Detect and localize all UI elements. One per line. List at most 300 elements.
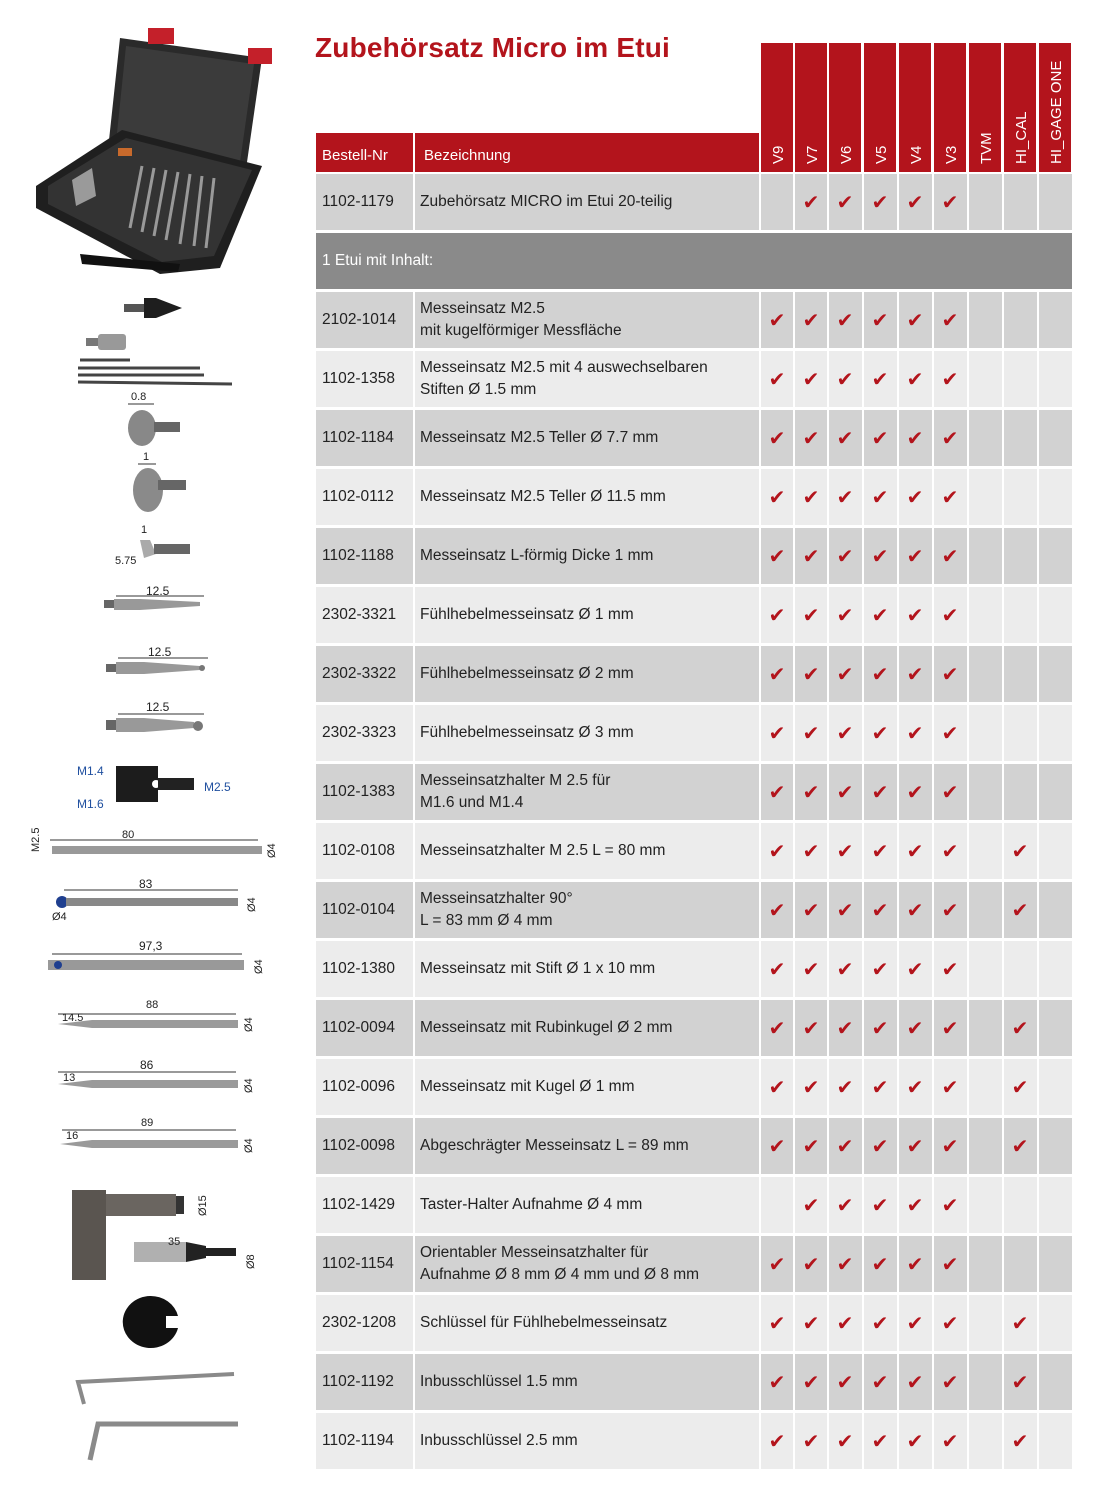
check-v7: ✔ xyxy=(802,368,820,391)
row-desc-line1: Messeinsatz L-förmig Dicke 1 mm xyxy=(420,547,654,564)
check-tvm xyxy=(969,764,1001,820)
check-hi-cal xyxy=(1004,1177,1036,1233)
check-v5: ✔ xyxy=(871,899,889,922)
check-v9: ✔ xyxy=(768,486,786,509)
row-desc xyxy=(415,1236,758,1292)
dim-973: 97,3 xyxy=(139,939,163,953)
header-col-v3: V3 xyxy=(934,43,966,172)
check-hi-cal: ✔ xyxy=(1011,1076,1029,1099)
check-tvm xyxy=(969,1354,1001,1410)
row-desc xyxy=(415,292,758,348)
row-desc-line1: Fühlhebelmesseinsatz Ø 2 mm xyxy=(420,665,634,682)
row-desc-line1: Schlüssel für Fühlhebelmesseinsatz xyxy=(420,1314,668,1331)
row-desc-line1: Messeinsatz M2.5 mit 4 auswechselbaren xyxy=(420,359,708,376)
dim-13: 13 xyxy=(63,1072,76,1084)
check-hi-cal: ✔ xyxy=(1011,1371,1029,1394)
row-desc xyxy=(415,764,758,820)
check-v4: ✔ xyxy=(906,604,924,627)
row-desc-line1: Abgeschrägter Messeinsatz L = 89 mm xyxy=(420,1137,689,1154)
table-row xyxy=(316,469,1072,525)
check-v3: ✔ xyxy=(941,899,959,922)
check-v6: ✔ xyxy=(836,604,854,627)
check-tvm xyxy=(969,469,1001,525)
check-v9 xyxy=(761,174,793,230)
check-v9: ✔ xyxy=(768,1135,786,1158)
check-v7: ✔ xyxy=(802,191,820,214)
check-hi-gage-one xyxy=(1039,1000,1071,1056)
check-v9: ✔ xyxy=(768,899,786,922)
check-v7: ✔ xyxy=(802,427,820,450)
row-nr: 1102-0094 xyxy=(322,1019,395,1036)
check-v4: ✔ xyxy=(906,1312,924,1335)
row-desc xyxy=(415,469,758,525)
header-col-tvm: TVM xyxy=(969,43,1001,172)
check-v6: ✔ xyxy=(836,1430,854,1453)
check-v4: ✔ xyxy=(906,1194,924,1217)
check-v3: ✔ xyxy=(941,1076,959,1099)
check-v6: ✔ xyxy=(836,1017,854,1040)
check-v9: ✔ xyxy=(768,604,786,627)
row-desc xyxy=(415,646,758,702)
dim-145: 14.5 xyxy=(62,1012,84,1024)
check-v3: ✔ xyxy=(941,486,959,509)
table-row xyxy=(316,292,1072,348)
check-hi-cal xyxy=(1004,764,1036,820)
check-hi-gage-one xyxy=(1039,646,1071,702)
check-hi-cal: ✔ xyxy=(1011,1017,1029,1040)
header-col-hi-cal: HI_CAL xyxy=(1004,43,1036,172)
row-nr: 1102-0096 xyxy=(322,1078,395,1095)
row-desc-line2: mit kugelförmiger Messfläche xyxy=(420,322,622,339)
main-row xyxy=(316,174,1072,230)
check-v6: ✔ xyxy=(836,309,854,332)
check-tvm xyxy=(969,1059,1001,1115)
check-v4: ✔ xyxy=(906,1430,924,1453)
check-hi-gage-one xyxy=(1039,174,1071,230)
check-v5: ✔ xyxy=(871,604,889,627)
check-v3: ✔ xyxy=(941,368,959,391)
messeinsatzhalter-m25-image xyxy=(110,762,200,808)
dim-125a: 12.5 xyxy=(146,584,170,598)
check-hi-gage-one xyxy=(1039,469,1071,525)
check-v4: ✔ xyxy=(906,309,924,332)
check-tvm xyxy=(969,410,1001,466)
check-v9: ✔ xyxy=(768,545,786,568)
dim-16: 16 xyxy=(66,1130,79,1142)
row-desc-line1: Messeinsatzhalter 90° xyxy=(420,890,573,907)
check-v3: ✔ xyxy=(941,545,959,568)
row-nr: 1102-0112 xyxy=(322,488,394,505)
check-v7: ✔ xyxy=(802,1076,820,1099)
check-v9: ✔ xyxy=(768,722,786,745)
check-hi-gage-one xyxy=(1039,292,1071,348)
check-v4: ✔ xyxy=(906,1253,924,1276)
check-tvm xyxy=(969,1118,1001,1174)
stift-973-image xyxy=(44,950,254,980)
header-col-v7: V7 xyxy=(795,43,827,172)
check-v7: ✔ xyxy=(802,309,820,332)
check-v7: ✔ xyxy=(802,1194,820,1217)
check-v7: ✔ xyxy=(802,1135,820,1158)
check-v6: ✔ xyxy=(836,1371,854,1394)
check-v5: ✔ xyxy=(871,368,889,391)
check-hi-gage-one xyxy=(1039,705,1071,761)
check-v3: ✔ xyxy=(941,722,959,745)
check-tvm xyxy=(969,292,1001,348)
table-row xyxy=(316,528,1072,584)
check-v5: ✔ xyxy=(871,1017,889,1040)
dim-o4f: Ø4 xyxy=(243,1078,255,1093)
check-hi-gage-one xyxy=(1039,1118,1071,1174)
check-tvm xyxy=(969,587,1001,643)
table-row xyxy=(316,823,1072,879)
dim-o4d: Ø4 xyxy=(253,959,265,974)
row-nr: 1102-0108 xyxy=(322,842,395,859)
check-v4: ✔ xyxy=(906,781,924,804)
check-v3: ✔ xyxy=(941,309,959,332)
check-v3: ✔ xyxy=(941,604,959,627)
row-nr: 2302-1208 xyxy=(322,1314,397,1331)
check-tvm xyxy=(969,1413,1001,1469)
check-hi-gage-one xyxy=(1039,587,1071,643)
check-v6: ✔ xyxy=(836,486,854,509)
check-v4: ✔ xyxy=(906,722,924,745)
check-v7: ✔ xyxy=(802,958,820,981)
row-desc-line2: Stiften Ø 1.5 mm xyxy=(420,381,537,398)
dim-o4e: Ø4 xyxy=(243,1017,255,1032)
check-hi-gage-one xyxy=(1039,1177,1071,1233)
row-desc-line1: Messeinsatz M2.5 Teller Ø 11.5 mm xyxy=(420,488,666,505)
check-v6: ✔ xyxy=(836,781,854,804)
check-hi-cal xyxy=(1004,174,1036,230)
check-v3: ✔ xyxy=(941,1017,959,1040)
dim-o4g: Ø4 xyxy=(243,1138,255,1153)
check-v9: ✔ xyxy=(768,1253,786,1276)
row-desc-line1: Messeinsatz M2.5 xyxy=(420,300,545,317)
inbusschluessel-image xyxy=(70,1364,246,1468)
check-hi-cal: ✔ xyxy=(1011,1312,1029,1335)
row-desc-line1: Taster-Halter Aufnahme Ø 4 mm xyxy=(420,1196,643,1213)
table-row xyxy=(316,1236,1072,1292)
row-desc xyxy=(415,1413,758,1469)
row-desc xyxy=(415,1177,758,1233)
check-v3: ✔ xyxy=(941,663,959,686)
check-v9: ✔ xyxy=(768,781,786,804)
check-hi-cal xyxy=(1004,1236,1036,1292)
row-desc xyxy=(415,410,758,466)
check-v6: ✔ xyxy=(836,899,854,922)
row-nr: 1102-1429 xyxy=(322,1196,395,1213)
dim-125b: 12.5 xyxy=(148,645,172,659)
row-nr: 1102-1194 xyxy=(322,1432,394,1449)
check-v5: ✔ xyxy=(871,1135,889,1158)
check-v6: ✔ xyxy=(836,1135,854,1158)
check-v3: ✔ xyxy=(941,1194,959,1217)
check-v9: ✔ xyxy=(768,309,786,332)
dim-575: 5.75 xyxy=(115,555,137,567)
teller-115-image xyxy=(126,458,190,516)
dim-m25b: M2.5 xyxy=(30,827,42,852)
check-v7: ✔ xyxy=(802,663,820,686)
table-row xyxy=(316,646,1072,702)
check-v4: ✔ xyxy=(906,1076,924,1099)
row-desc xyxy=(415,1118,758,1174)
row-desc-line1: Messeinsatz mit Kugel Ø 1 mm xyxy=(420,1078,635,1095)
check-v6: ✔ xyxy=(836,958,854,981)
header-bestell-nr: Bestell-Nr xyxy=(322,147,388,164)
check-v4: ✔ xyxy=(906,663,924,686)
check-v5: ✔ xyxy=(871,545,889,568)
check-v9 xyxy=(761,1177,793,1233)
check-tvm xyxy=(969,351,1001,407)
check-v7: ✔ xyxy=(802,545,820,568)
check-v6: ✔ xyxy=(836,1076,854,1099)
check-v4: ✔ xyxy=(906,958,924,981)
dim-08: 0.8 xyxy=(131,391,147,403)
check-v3: ✔ xyxy=(941,1371,959,1394)
table-row xyxy=(316,882,1072,938)
check-v9: ✔ xyxy=(768,368,786,391)
check-tvm xyxy=(969,705,1001,761)
check-v4: ✔ xyxy=(906,545,924,568)
check-v5: ✔ xyxy=(871,309,889,332)
check-v5: ✔ xyxy=(871,427,889,450)
check-v6: ✔ xyxy=(836,840,854,863)
check-tvm xyxy=(969,174,1001,230)
row-nr: 1102-0098 xyxy=(322,1137,395,1154)
check-v3: ✔ xyxy=(941,1430,959,1453)
row-desc xyxy=(415,587,758,643)
table-row xyxy=(316,941,1072,997)
dim-125c: 12.5 xyxy=(146,700,170,714)
check-tvm xyxy=(969,646,1001,702)
messeinsatz-kugel-image xyxy=(120,294,200,324)
check-v7: ✔ xyxy=(802,604,820,627)
check-hi-gage-one xyxy=(1039,528,1071,584)
row-nr: 1102-1179 xyxy=(322,193,394,210)
check-v7: ✔ xyxy=(802,840,820,863)
check-v3: ✔ xyxy=(941,781,959,804)
check-tvm xyxy=(969,528,1001,584)
check-v4: ✔ xyxy=(906,899,924,922)
check-hi-cal: ✔ xyxy=(1011,1135,1029,1158)
check-v3: ✔ xyxy=(941,1253,959,1276)
teller-77-image xyxy=(120,396,190,448)
check-v9: ✔ xyxy=(768,427,786,450)
check-v7: ✔ xyxy=(802,722,820,745)
row-desc xyxy=(415,882,758,938)
dim-86: 86 xyxy=(140,1058,154,1072)
table-row xyxy=(316,1059,1072,1115)
table-row xyxy=(316,587,1072,643)
header-col-v5: V5 xyxy=(864,43,896,172)
check-v6: ✔ xyxy=(836,722,854,745)
check-v7: ✔ xyxy=(802,1430,820,1453)
dim-m25: M2.5 xyxy=(204,780,231,794)
check-v9: ✔ xyxy=(768,1430,786,1453)
row-desc-line2: Aufnahme Ø 8 mm Ø 4 mm und Ø 8 mm xyxy=(420,1266,700,1283)
row-desc xyxy=(415,1000,758,1056)
subheader: 1 Etui mit Inhalt: xyxy=(316,233,1072,289)
check-hi-cal xyxy=(1004,941,1036,997)
kugel-image xyxy=(52,1068,242,1096)
check-tvm xyxy=(969,882,1001,938)
header-col-v9: V9 xyxy=(761,43,793,172)
check-hi-gage-one xyxy=(1039,882,1071,938)
check-v5: ✔ xyxy=(871,1430,889,1453)
header-col-hi-gage-one: HI_GAGE ONE xyxy=(1039,43,1071,172)
check-hi-cal: ✔ xyxy=(1011,840,1029,863)
table-row xyxy=(316,764,1072,820)
case-image xyxy=(30,18,280,278)
table-row xyxy=(316,1177,1072,1233)
taster-halter-image xyxy=(66,1186,246,1282)
check-v7: ✔ xyxy=(802,1017,820,1040)
check-v6: ✔ xyxy=(836,1312,854,1335)
check-tvm xyxy=(969,1295,1001,1351)
table-row xyxy=(316,705,1072,761)
check-v5: ✔ xyxy=(871,722,889,745)
check-v3: ✔ xyxy=(941,1135,959,1158)
check-hi-gage-one xyxy=(1039,1059,1071,1115)
check-v9: ✔ xyxy=(768,1076,786,1099)
row-nr: 2302-3323 xyxy=(322,724,397,741)
check-v7: ✔ xyxy=(802,781,820,804)
check-tvm xyxy=(969,1000,1001,1056)
check-hi-gage-one xyxy=(1039,941,1071,997)
check-v5: ✔ xyxy=(871,663,889,686)
check-v5: ✔ xyxy=(871,191,889,214)
row-nr: 2302-3321 xyxy=(322,606,397,623)
table-header xyxy=(316,133,759,172)
check-v9: ✔ xyxy=(768,840,786,863)
row-desc-line1: Messeinsatz mit Rubinkugel Ø 2 mm xyxy=(420,1019,673,1036)
check-hi-gage-one xyxy=(1039,1413,1071,1469)
halter-80-image xyxy=(30,834,272,864)
check-v4: ✔ xyxy=(906,1371,924,1394)
row-desc xyxy=(415,351,758,407)
dim-o8: Ø8 xyxy=(245,1254,257,1269)
row-desc-line1: Messeinsatzhalter M 2.5 L = 80 mm xyxy=(420,842,666,859)
row-desc-line1: Messeinsatzhalter M 2.5 für xyxy=(420,772,611,789)
header-bezeichnung: Bezeichnung xyxy=(424,147,511,164)
check-hi-cal xyxy=(1004,292,1036,348)
row-desc-line1: Messeinsatz M2.5 Teller Ø 7.7 mm xyxy=(420,429,659,446)
table-row xyxy=(316,1000,1072,1056)
check-v7: ✔ xyxy=(802,899,820,922)
row-nr: 1102-0104 xyxy=(322,901,395,918)
row-nr: 2102-1014 xyxy=(322,311,397,328)
check-v6: ✔ xyxy=(836,545,854,568)
page-title: Zubehörsatz Micro im Etui xyxy=(315,32,671,63)
row-nr: 1102-1192 xyxy=(322,1373,394,1390)
dim-88: 88 xyxy=(146,999,159,1011)
table-row xyxy=(316,1354,1072,1410)
dim-83: 83 xyxy=(139,877,153,891)
check-v5: ✔ xyxy=(871,781,889,804)
dim-m14: M1.4 xyxy=(77,764,104,778)
check-hi-gage-one xyxy=(1039,351,1071,407)
check-v5: ✔ xyxy=(871,1312,889,1335)
check-v6: ✔ xyxy=(836,1253,854,1276)
check-tvm xyxy=(969,1236,1001,1292)
dim-o4c: Ø4 xyxy=(246,897,258,912)
header-col-v4: V4 xyxy=(899,43,931,172)
check-tvm xyxy=(969,941,1001,997)
check-hi-cal xyxy=(1004,410,1036,466)
row-desc-line1: Inbusschlüssel 1.5 mm xyxy=(420,1373,578,1390)
check-hi-cal xyxy=(1004,469,1036,525)
row-nr: 1102-1358 xyxy=(322,370,395,387)
row-desc-line1: Orientabler Messeinsatzhalter für xyxy=(420,1244,649,1261)
row-desc xyxy=(415,528,758,584)
row-nr: 1102-1188 xyxy=(322,547,394,564)
check-v6: ✔ xyxy=(836,1194,854,1217)
check-hi-cal: ✔ xyxy=(1011,899,1029,922)
dim-o4a: Ø4 xyxy=(266,843,278,858)
check-v5: ✔ xyxy=(871,1253,889,1276)
check-hi-cal xyxy=(1004,351,1036,407)
row-desc-line2: M1.6 und M1.4 xyxy=(420,794,524,811)
row-nr: 1102-1154 xyxy=(322,1255,394,1272)
check-v5: ✔ xyxy=(871,958,889,981)
table-row xyxy=(316,1295,1072,1351)
row-desc-line2: L = 83 mm Ø 4 mm xyxy=(420,912,553,929)
check-hi-gage-one xyxy=(1039,410,1071,466)
table-row xyxy=(316,351,1072,407)
dim-1a: 1 xyxy=(143,451,150,463)
check-v3: ✔ xyxy=(941,191,959,214)
check-hi-gage-one xyxy=(1039,764,1071,820)
check-v9: ✔ xyxy=(768,663,786,686)
check-v7: ✔ xyxy=(802,1371,820,1394)
row-desc-line1: Fühlhebelmesseinsatz Ø 1 mm xyxy=(420,606,634,623)
row-desc-line1: Fühlhebelmesseinsatz Ø 3 mm xyxy=(420,724,634,741)
row-nr: 2302-3322 xyxy=(322,665,397,682)
check-hi-cal xyxy=(1004,705,1036,761)
dim-m16: M1.6 xyxy=(77,797,104,811)
check-v4: ✔ xyxy=(906,1017,924,1040)
check-v5: ✔ xyxy=(871,1371,889,1394)
check-v4: ✔ xyxy=(906,486,924,509)
check-hi-cal: ✔ xyxy=(1011,1430,1029,1453)
dim-o4b: Ø4 xyxy=(52,911,67,923)
check-v3: ✔ xyxy=(941,958,959,981)
check-hi-cal xyxy=(1004,528,1036,584)
row-desc: Zubehörsatz MICRO im Etui 20-teilig xyxy=(420,193,673,210)
abgeschraegt-image xyxy=(56,1126,242,1154)
check-v6: ✔ xyxy=(836,663,854,686)
row-nr: 1102-1383 xyxy=(322,783,395,800)
header-col-v6: V6 xyxy=(829,43,861,172)
row-desc xyxy=(415,1059,758,1115)
check-hi-cal xyxy=(1004,646,1036,702)
dim-89: 89 xyxy=(141,1117,154,1129)
check-v5: ✔ xyxy=(871,1076,889,1099)
check-v9: ✔ xyxy=(768,1017,786,1040)
table-row xyxy=(316,410,1072,466)
check-v3: ✔ xyxy=(941,427,959,450)
row-desc xyxy=(415,823,758,879)
check-hi-gage-one xyxy=(1039,1236,1071,1292)
check-v4: ✔ xyxy=(906,427,924,450)
row-desc-line1: Inbusschlüssel 2.5 mm xyxy=(420,1432,578,1449)
check-tvm xyxy=(969,1177,1001,1233)
stifte-image xyxy=(74,332,236,392)
row-desc-line1: Messeinsatz mit Stift Ø 1 x 10 mm xyxy=(420,960,656,977)
dim-o15: Ø15 xyxy=(197,1195,209,1216)
dim-1b: 1 xyxy=(141,524,148,536)
